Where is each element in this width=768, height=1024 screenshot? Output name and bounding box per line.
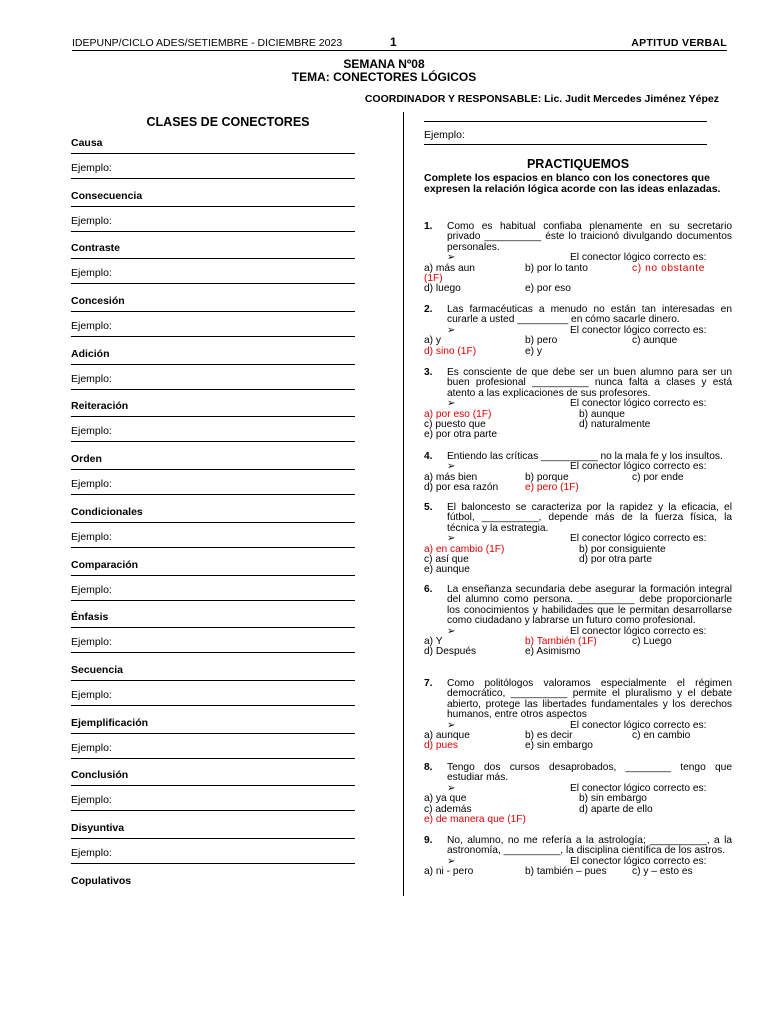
arrow-bullet-icon: ➢ xyxy=(447,782,456,794)
correct-option: d) pues xyxy=(424,740,458,752)
question-number: 9. xyxy=(424,835,433,846)
connector-class-name: Concesión xyxy=(71,295,125,308)
example-label: Ejemplo: xyxy=(71,162,112,174)
connector-prompt: El conector lógico correcto es: xyxy=(570,533,707,545)
answer-option: d) Después xyxy=(424,646,477,658)
arrow-bullet-icon: ➢ xyxy=(447,324,456,336)
instructions: Complete los espacios en blanco con los conectores que expresen la relación lógica acorde con las ideas enlazadas. xyxy=(424,172,721,195)
connector-prompt-row xyxy=(447,462,732,472)
options-row xyxy=(424,347,732,357)
answer-line xyxy=(71,758,355,759)
connector-classes-list xyxy=(71,136,355,926)
answer-option: c) Luego xyxy=(632,636,672,648)
example-label: Ejemplo: xyxy=(71,372,112,385)
answer-line xyxy=(71,810,355,811)
connector-class-item xyxy=(71,821,355,874)
question-number: 2. xyxy=(424,304,433,315)
answer-option: c) y – esto es xyxy=(632,866,693,878)
example-label: Ejemplo: xyxy=(71,846,112,859)
arrow-bullet-icon: ➢ xyxy=(447,625,456,637)
connector-class-item xyxy=(71,452,355,505)
answer-line xyxy=(71,680,355,681)
question-stem: Tengo dos cursos desaprobados, ________ tengo que estudiar más. xyxy=(447,762,732,784)
left-column xyxy=(71,114,355,887)
question-item xyxy=(424,305,732,357)
answer-option: c) aunque xyxy=(632,335,678,347)
connector-class-name: Copulativos xyxy=(71,874,132,887)
answer-option: a) Y xyxy=(424,636,443,648)
connector-class-item xyxy=(71,768,355,821)
correct-option: c) no obstante xyxy=(632,262,705,274)
answer-option: e) Asimismo xyxy=(525,646,581,658)
options-row xyxy=(424,264,732,274)
question-stem: Entiendo las críticas __________ no la mala fe y los insultos. xyxy=(447,451,723,462)
connector-prompt: El conector lógico correcto es: xyxy=(570,324,707,336)
connector-prompt: El conector lógico correcto es: xyxy=(570,782,707,794)
answer-line xyxy=(71,283,355,284)
answer-option: d) aparte de ello xyxy=(579,803,653,815)
header-bar xyxy=(72,37,727,51)
example-label: Ejemplo: xyxy=(424,129,465,141)
answer-line xyxy=(71,364,355,365)
question-item xyxy=(424,368,732,441)
options-row xyxy=(424,545,732,555)
answer-option: e) aunque xyxy=(424,564,470,576)
answer-option: b) pero xyxy=(525,335,558,347)
answer-option: b) sin embargo xyxy=(579,793,647,805)
connector-class-name: Condicionales xyxy=(71,505,143,518)
connector-class-item xyxy=(71,874,355,927)
answer-line xyxy=(71,863,355,864)
connector-class-item xyxy=(71,505,355,558)
answer-line xyxy=(71,652,355,653)
connector-class-item xyxy=(71,558,355,611)
header-course: IDEPUNP/CICLO ADES/SETIEMBRE - DICIEMBRE 2023 xyxy=(72,37,343,49)
answer-option: a) ya que xyxy=(424,793,467,805)
connector-prompt: El conector lógico correcto es: xyxy=(570,719,707,731)
answer-option: e) por eso xyxy=(525,283,571,295)
question-number: 3. xyxy=(424,367,433,378)
example-label: Ejemplo: xyxy=(71,530,112,543)
connector-class-name: Reiteración xyxy=(71,400,129,413)
connector-class-name: Secuencia xyxy=(71,663,123,676)
answer-option: a) ni - pero xyxy=(424,866,474,878)
answer-line xyxy=(71,705,355,706)
topic-title: TEMA: CONECTORES LÓGICOS xyxy=(291,70,477,84)
correct-option: e) pero (1F) xyxy=(525,482,579,494)
week-title: SEMANA Nº08 xyxy=(343,57,425,71)
answer-option: b) también – pues xyxy=(525,866,607,878)
answer-line xyxy=(71,389,355,390)
connector-class-item xyxy=(71,663,355,716)
question-item xyxy=(424,679,732,752)
answer-line xyxy=(71,838,355,839)
connector-class-item xyxy=(71,610,355,663)
answer-option: c) además xyxy=(424,803,472,815)
example-label: Ejemplo: xyxy=(71,267,112,280)
answer-option: c) así que xyxy=(424,554,469,565)
answer-line xyxy=(71,206,355,207)
coordinator-line: COORDINADOR Y RESPONSABLE: Lic. Judit Mercedes Jiménez Yépez xyxy=(364,93,719,105)
example-label: Ejemplo: xyxy=(71,214,112,227)
question-number: 6. xyxy=(424,584,433,595)
options-row xyxy=(424,274,732,284)
answer-option: e) sin embargo xyxy=(525,740,593,752)
question-item xyxy=(424,222,732,295)
connector-class-item xyxy=(71,347,355,400)
question-item xyxy=(424,585,732,658)
connector-class-item xyxy=(71,136,355,189)
example-label: Ejemplo: xyxy=(71,794,112,807)
answer-line xyxy=(71,733,355,734)
answer-line xyxy=(71,627,355,628)
answer-option: a) y xyxy=(424,335,441,347)
arrow-bullet-icon: ➢ xyxy=(447,252,456,264)
answer-option: d) luego xyxy=(424,283,461,295)
answer-option: e) por otra parte xyxy=(424,429,498,441)
question-number: 8. xyxy=(424,762,433,773)
connector-prompt: El conector lógico correcto es: xyxy=(570,855,707,867)
answer-line xyxy=(71,258,355,259)
answer-option: d) naturalmente xyxy=(579,419,651,430)
connector-prompt: El conector lógico correcto es: xyxy=(570,252,707,264)
header-divider xyxy=(72,50,727,51)
answer-option: b) porque xyxy=(525,471,569,483)
answer-option: c) puesto que xyxy=(424,419,486,430)
answer-line xyxy=(71,522,355,523)
question-stem: No, alumno, no me refería a la astrología; __________, a la astronomía, __________, la disciplina científica de los astros. xyxy=(447,835,732,857)
header-subject: APTITUD VERBAL xyxy=(631,37,727,49)
correct-option: a) en cambio (1F) xyxy=(424,543,505,555)
answer-line xyxy=(71,600,355,601)
connector-class-name: Consecuencia xyxy=(71,189,143,202)
options-row xyxy=(424,430,732,440)
question-stem: El baloncesto se caracteriza por la rapidez y la eficacia, el fútbol, __________, depende más de la fuerza física, la técnica y la estrategia. xyxy=(447,502,732,534)
answer-line xyxy=(71,469,355,470)
options-row xyxy=(424,483,732,493)
question-item xyxy=(424,452,732,494)
question-stem: Como politólogos valoramos especialmente el régimen democrático, __________ permite el pluralismo y el debate abierto, protege las libertades fundamentales y los derechos humanos, entre otros aspectos xyxy=(447,678,732,721)
connector-prompt-row xyxy=(447,326,732,336)
correct-option: a) por eso (1F) xyxy=(424,408,492,420)
connector-prompt: El conector lógico correcto es: xyxy=(570,625,707,637)
correct-option-continued: (1F) xyxy=(424,273,443,284)
question-item xyxy=(424,763,732,825)
connector-prompt: El conector lógico correcto es: xyxy=(570,398,707,410)
connector-class-name: Énfasis xyxy=(71,611,109,624)
arrow-bullet-icon: ➢ xyxy=(447,398,456,410)
answer-option: c) por ende xyxy=(632,471,684,483)
correct-option: d) sino (1F) xyxy=(424,345,477,357)
options-row xyxy=(424,647,732,657)
question-item xyxy=(424,836,732,878)
answer-option: c) en cambio xyxy=(632,730,691,742)
example-label: Ejemplo: xyxy=(71,425,112,438)
answer-line xyxy=(71,178,355,179)
answer-line xyxy=(71,153,355,154)
connector-prompt: El conector lógico correcto es: xyxy=(570,461,707,473)
page-number: 1 xyxy=(390,35,397,49)
arrow-bullet-icon: ➢ xyxy=(447,855,456,867)
classes-heading: CLASES DE CONECTORES xyxy=(146,115,310,129)
answer-option: b) por consiguiente xyxy=(579,543,666,555)
example-label: Ejemplo: xyxy=(71,688,112,701)
answer-line xyxy=(424,144,707,145)
question-stem: La enseñanza secundaria debe asegurar la formación integral del alumno como persona. __________ debe proporcionarle los conocimientos y habilidades que le permitan desarrollarse como ciudadano y labrarse un futuro como profesional. xyxy=(447,584,732,627)
question-stem: Como es habitual confiaba plenamente en su secretario privado __________ éste lo traicionó divulgando documentos personales. xyxy=(447,221,732,253)
connector-class-item xyxy=(71,716,355,769)
answer-option: b) aunque xyxy=(579,408,625,420)
connector-class-name: Conclusión xyxy=(71,769,129,782)
arrow-bullet-icon: ➢ xyxy=(447,719,456,731)
connector-class-name: Comparación xyxy=(71,558,139,571)
options-row xyxy=(424,565,732,575)
answer-line xyxy=(71,575,355,576)
answer-option: b) por lo tanto xyxy=(525,262,588,274)
example-label: Ejemplo: xyxy=(71,320,112,333)
connector-class-name: Adición xyxy=(71,347,110,360)
example-label: Ejemplo: xyxy=(71,583,112,596)
answer-line xyxy=(71,494,355,495)
question-stem: Es consciente de que debe ser un buen alumno para ser un buen profesional __________ nunca falta a clases y está atento a las explicaciones de sus profesores. xyxy=(447,367,732,399)
connector-class-name: Causa xyxy=(71,137,103,149)
answer-line xyxy=(71,311,355,312)
answer-line xyxy=(71,547,355,548)
options-row xyxy=(424,815,732,825)
arrow-bullet-icon: ➢ xyxy=(447,533,456,545)
correct-option: b) También (1F) xyxy=(525,636,597,648)
answer-option: a) aunque xyxy=(424,730,470,742)
example-label: Ejemplo: xyxy=(71,636,112,649)
connector-class-item xyxy=(71,399,355,452)
practice-title: PRACTIQUEMOS xyxy=(526,157,630,171)
question-number: 4. xyxy=(424,451,433,462)
answer-line xyxy=(71,785,355,786)
connector-class-name: Contraste xyxy=(71,242,121,255)
connector-class-item xyxy=(71,189,355,242)
options-row xyxy=(424,741,732,751)
question-number: 7. xyxy=(424,678,433,689)
answer-option: a) más bien xyxy=(424,471,478,483)
example-label: Ejemplo: xyxy=(71,741,112,754)
connector-class-name: Orden xyxy=(71,453,102,466)
correct-option: e) de manera que (1F) xyxy=(424,813,526,825)
connector-class-name: Ejemplificación xyxy=(71,716,149,729)
question-stem: Las farmacéuticas a menudo no están tan interesadas en curarle a usted _________ en cómo sacarle dinero. xyxy=(447,304,732,326)
answer-line xyxy=(71,231,355,232)
answer-option: d) por esa razón xyxy=(424,482,499,494)
answer-option: a) más aun xyxy=(424,262,475,274)
options-row xyxy=(424,867,732,877)
answer-option: d) por otra parte xyxy=(579,554,653,565)
question-number: 1. xyxy=(424,221,433,232)
answer-line xyxy=(71,336,355,337)
question-number: 5. xyxy=(424,502,433,513)
answer-line xyxy=(424,121,707,122)
right-column xyxy=(424,114,732,878)
connector-class-item xyxy=(71,294,355,347)
answer-line xyxy=(71,416,355,417)
answer-option: b) es decir xyxy=(525,730,573,742)
options-row xyxy=(424,555,732,565)
connector-class-name: Disyuntiva xyxy=(71,821,125,834)
answer-option: e) y xyxy=(525,345,542,357)
answer-line xyxy=(71,441,355,442)
example-label: Ejemplo: xyxy=(71,478,112,491)
question-item xyxy=(424,503,732,576)
options-row xyxy=(424,284,732,294)
connector-class-item xyxy=(71,241,355,294)
column-divider xyxy=(403,112,404,896)
arrow-bullet-icon: ➢ xyxy=(447,461,456,473)
